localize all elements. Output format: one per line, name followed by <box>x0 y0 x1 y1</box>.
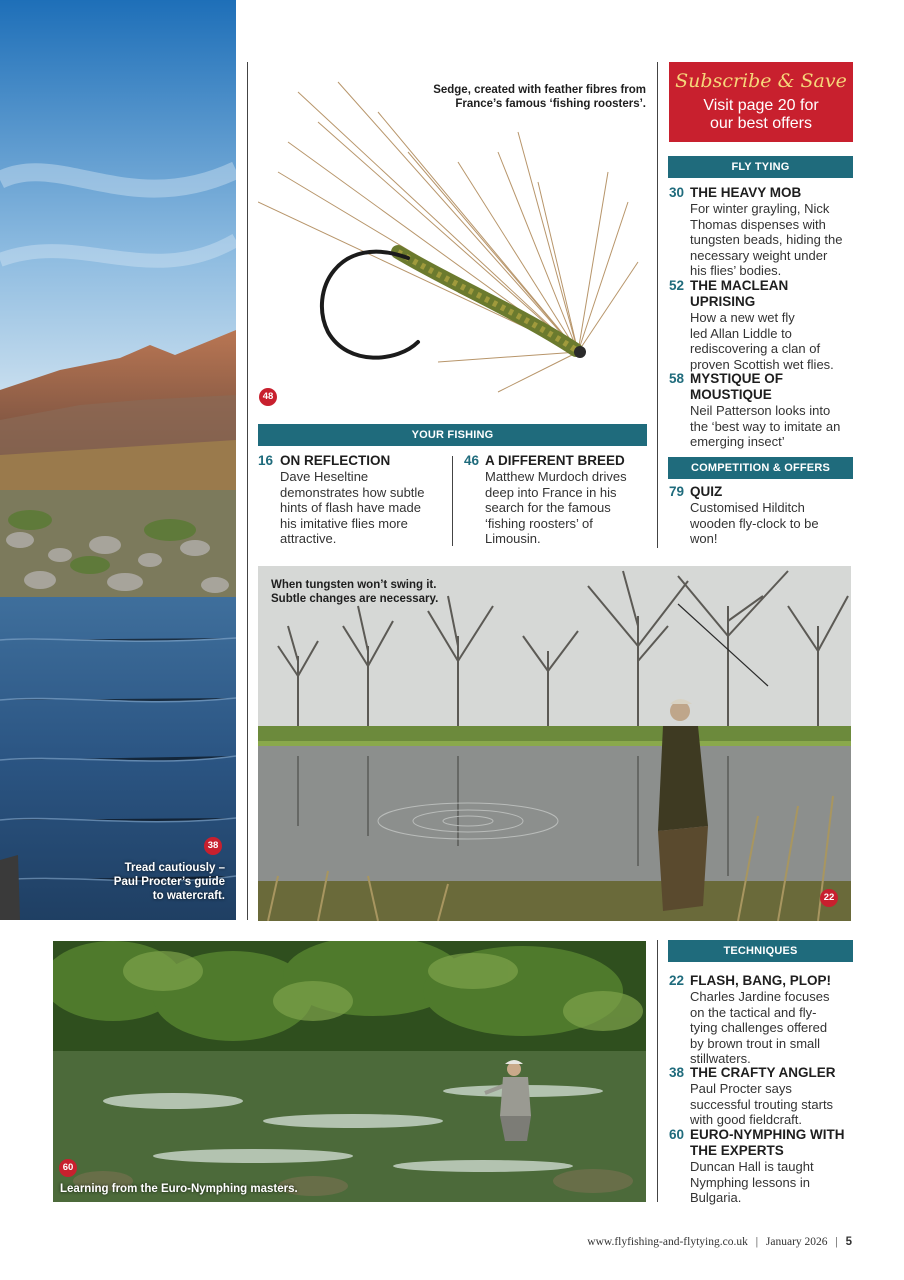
contents-entry-22[interactable]: 22 FLASH, BANG, PLOP! Charles Jardine focuses on the tactical and fly- tying challenges offered by brown trout in small stillwaters. <box>669 973 831 1067</box>
subscribe-title: Subscribe & Save <box>675 70 847 92</box>
footer-issue: January 2026 <box>765 1236 828 1248</box>
contents-entry-38[interactable]: 38 THE CRAFTY ANGLER Paul Procter says successful trouting starts with good fieldcraft. <box>669 1065 836 1128</box>
divider-left <box>247 62 248 920</box>
footer-separator-2: | <box>835 1236 838 1248</box>
pond-angler-photo <box>258 566 851 921</box>
river-caption: Tread cautiously – Paul Procter’s guide to watercraft. <box>113 862 225 902</box>
footer-website[interactable]: www.flyfishing-and-flytying.co.uk <box>587 1236 748 1248</box>
sedge-caption: Sedge, created with feather fibres from France’s famous ‘fishing roosters’. <box>433 84 646 110</box>
contents-entry-58[interactable]: 58 MYSTIQUE OF MOUSTIQUE Neil Patterson looks into the ‘best way to imitate an emerging insect’ <box>669 371 841 450</box>
subscribe-box[interactable] <box>669 62 853 142</box>
page-footer <box>587 1236 852 1248</box>
contents-entry-46[interactable]: 46 A DIFFERENT BREED Matthew Murdoch drives deep into France in his search for the famous ‘fishing roosters’ of Limousin. <box>464 453 627 547</box>
sedge-fly-photo <box>258 62 648 412</box>
divider-right-bottom <box>657 940 658 1202</box>
section-your-fishing-header: YOUR FISHING <box>258 424 647 446</box>
nymphing-page-badge: 60 <box>59 1159 77 1177</box>
divider-mid <box>452 456 453 546</box>
subscribe-offer: Visit page 20 for our best offers <box>703 97 819 132</box>
section-competition-header: COMPETITION & OFFERS <box>668 457 853 479</box>
divider-right-top <box>657 62 658 548</box>
footer-separator-1: | <box>755 1236 759 1248</box>
section-fly-tying-header: FLY TYING <box>668 156 853 178</box>
euro-nymphing-photo <box>53 941 646 1202</box>
footer-page-number: 5 <box>845 1236 852 1248</box>
nymphing-caption: Learning from the Euro-Nymphing masters. <box>60 1183 298 1195</box>
sedge-page-badge: 48 <box>259 388 277 406</box>
mountain-river-photo <box>0 0 236 920</box>
river-page-badge: 38 <box>204 837 222 855</box>
contents-entry-16[interactable]: 16 ON REFLECTION Dave Heseltine demonstrates how subtle hints of flash have made his imitative flies more attractive. <box>258 453 425 547</box>
contents-entry-79[interactable]: 79 QUIZ Customised Hilditch wooden fly-clock to be won! <box>669 484 819 547</box>
section-techniques-header: TECHNIQUES <box>668 940 853 962</box>
pond-page-badge: 22 <box>820 889 838 907</box>
contents-entry-52[interactable]: 52 THE MACLEAN UPRISING How a new wet fly led Allan Liddle to rediscovering a clan of proven Scottish wet flies. <box>669 278 834 372</box>
contents-entry-30[interactable]: 30 THE HEAVY MOB For winter grayling, Nick Thomas dispenses with tungsten beads, hiding the necessary weight under his flies’ bodies. <box>669 185 843 279</box>
pond-caption: When tungsten won’t swing it. Subtle changes are necessary. <box>271 579 439 605</box>
contents-entry-60[interactable]: 60 EURO-NYMPHING WITH THE EXPERTS Duncan Hall is taught Nymphing lessons in Bulgaria. <box>669 1127 845 1206</box>
